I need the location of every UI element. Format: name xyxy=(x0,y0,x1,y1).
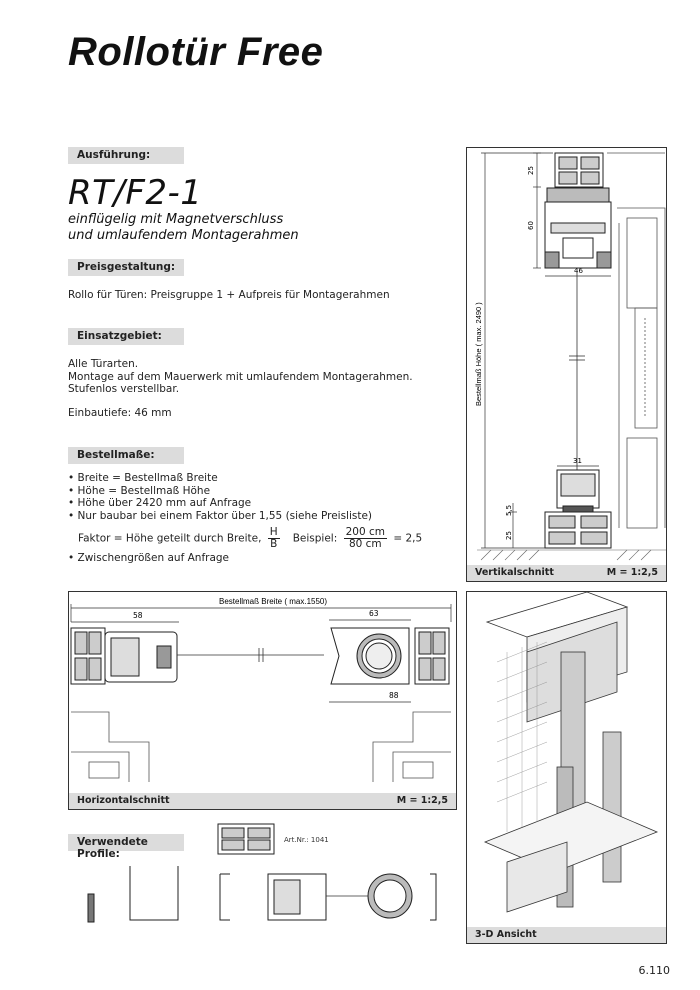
fraction-hb xyxy=(268,527,280,550)
dim-46: 46 xyxy=(574,267,583,275)
page-title: Rollotür Free xyxy=(68,30,324,74)
vertical-section-drawing xyxy=(467,148,667,566)
profiles-drawing xyxy=(80,822,440,934)
dim-25a: 25 xyxy=(527,166,535,175)
vertical-caption xyxy=(467,565,666,581)
einsatz-line: Montage auf dem Mauerwerk mit umlaufendem Montagerahmen. xyxy=(68,370,413,383)
bestell-item: • Höhe = Bestellmaß Höhe xyxy=(68,484,211,497)
fraction-den: 80 cm xyxy=(348,538,382,550)
einsatz-text xyxy=(68,358,413,396)
einsatz-line: Stufenlos verstellbar. xyxy=(68,383,180,395)
beispiel-label: Beispiel: xyxy=(292,532,338,545)
preis-text: Rollo für Türen: Preisgruppe 1 + Aufpreis für Montagerahmen xyxy=(68,289,390,301)
bestell-item: • Höhe über 2420 mm auf Anfrage xyxy=(68,497,252,509)
view-3d-caption xyxy=(467,927,666,943)
bestell-list xyxy=(68,472,372,522)
dim-60: 60 xyxy=(527,221,535,230)
section-einsatzgebiet: Einsatzgebiet: xyxy=(68,328,184,345)
section-profile: Verwendete Profile: xyxy=(68,834,184,851)
vertical-scale: M = 1:2,5 xyxy=(606,567,658,578)
width-label: Bestellmaß Breite ( max.1550) xyxy=(219,597,328,606)
horizontal-section-panel xyxy=(68,591,457,810)
dim-63: 63 xyxy=(369,609,379,618)
horizontal-caption xyxy=(69,793,456,809)
section-preisgestaltung: Preisgestaltung: xyxy=(68,259,184,276)
vertical-section-panel xyxy=(466,147,667,582)
model-subtitle xyxy=(68,212,299,244)
horizontal-caption-label: Horizontalschnitt xyxy=(77,795,170,806)
section-bestellmasse: Bestellmaße: xyxy=(68,447,184,464)
view-3d-caption-label: 3-D Ansicht xyxy=(475,929,537,940)
dim-5-5: 5,5 xyxy=(505,504,513,516)
height-label: Bestellmaß Höhe ( max. 2490 ) xyxy=(474,302,483,406)
subtitle-line: und umlaufendem Montagerahmen xyxy=(68,228,299,243)
zwischen-text: • Zwischengrößen auf Anfrage xyxy=(68,552,230,564)
dim-88: 88 xyxy=(389,691,399,700)
horizontal-scale: M = 1:2,5 xyxy=(396,795,448,806)
dim-25b: 25 xyxy=(505,531,513,540)
model-code: RT/F2-1 xyxy=(68,173,203,213)
art-number: Art.Nr.: 1041 xyxy=(284,836,329,844)
view-3d-drawing xyxy=(467,592,667,928)
dim-31: 31 xyxy=(573,457,582,465)
horizontal-section-drawing xyxy=(69,592,457,794)
fraction-num: H xyxy=(269,526,278,538)
bestell-item: • Breite = Bestellmaß Breite xyxy=(68,472,218,484)
fraction-example xyxy=(344,527,387,550)
section-ausfuehrung: Ausführung: xyxy=(68,147,184,164)
fraction-num: 200 cm xyxy=(345,526,385,538)
view-3d-panel xyxy=(466,591,667,944)
dim-58: 58 xyxy=(133,611,143,620)
faktor-formula xyxy=(78,527,422,550)
fraction-den: B xyxy=(270,538,278,550)
formula-result: = 2,5 xyxy=(393,532,423,545)
einsatz-line: Alle Türarten. xyxy=(68,358,139,370)
formula-prefix: Faktor = Höhe geteilt durch Breite, xyxy=(78,532,262,545)
einbautiefe-text: Einbautiefe: 46 mm xyxy=(68,407,172,419)
bestell-item: • Nur baubar bei einem Faktor über 1,55 (siehe Preisliste) xyxy=(68,509,373,522)
subtitle-line: einflügelig mit Magnetverschluss xyxy=(68,212,284,227)
page-number: 6.110 xyxy=(638,964,670,977)
vertical-caption-label: Vertikalschnitt xyxy=(475,567,554,578)
